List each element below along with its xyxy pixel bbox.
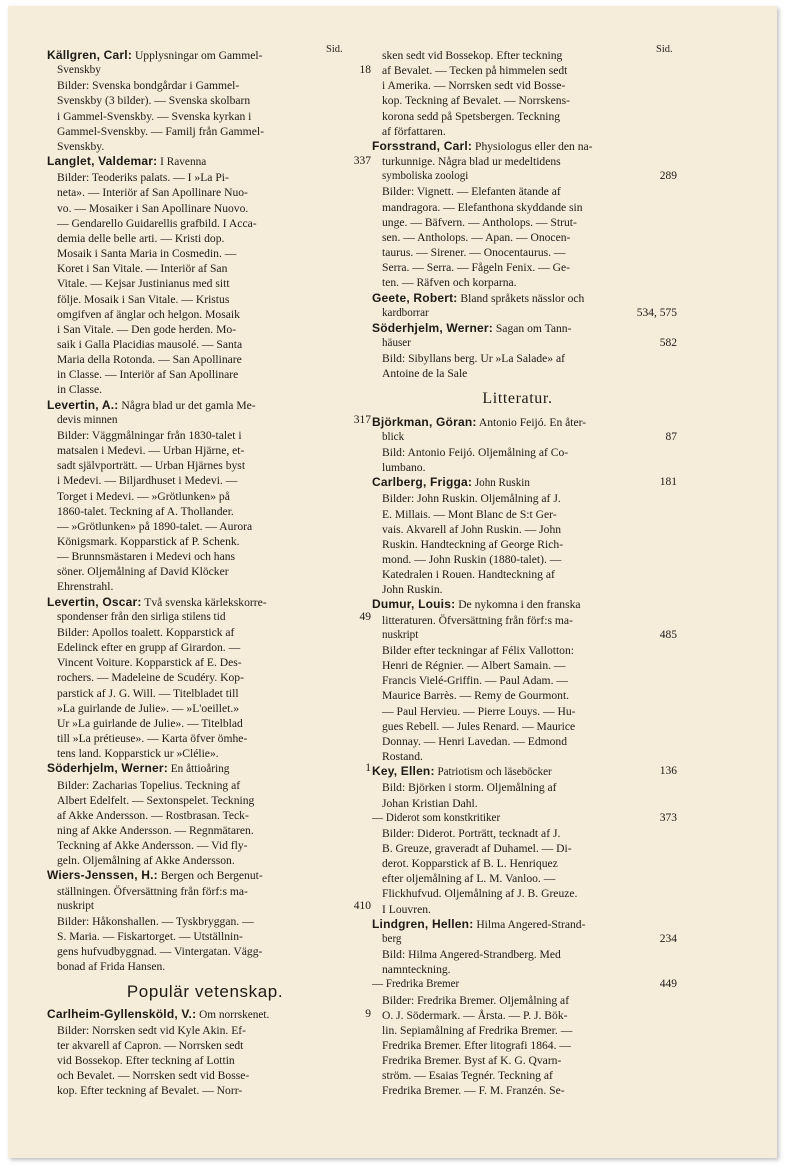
page-number: 337 xyxy=(353,155,371,168)
entry-text: De nykomna i den franska xyxy=(458,598,581,612)
author-name: Carlheim-Gyllensköld, V.: xyxy=(47,1006,197,1021)
entry-text: ten. — Räfven och korparna. xyxy=(382,276,517,290)
entry-text: nuskript xyxy=(382,628,419,641)
author-name: Björkman, Göran: xyxy=(372,414,477,429)
entry-text: B. Greuze, graveradt af Duhamel. — Di- xyxy=(382,841,572,855)
entry-text: saik i Galla Placidias mausolé. — Santa xyxy=(57,337,243,351)
entry-text: kardborrar xyxy=(382,306,429,319)
author-name: Langlet, Valdemar: xyxy=(47,154,158,169)
page-number: 136 xyxy=(659,765,677,778)
entry-text: lin. Sepiamålning af Fredrika Bremer. — xyxy=(382,1023,573,1037)
entry-text: Vitale. — Kejsar Justinianus med sitt xyxy=(57,277,230,291)
entry-text: Gammel-Svenskby. — Familj från Gammel- xyxy=(57,124,264,138)
author-name: Levertin, A.: xyxy=(47,397,119,412)
entry-text: litteraturen. Öfversättning från förf:s ma- xyxy=(382,613,573,627)
entry-text: devis minnen xyxy=(57,413,118,426)
entry-text: Patriotism och läseböcker xyxy=(437,766,552,779)
author-name: Levertin, Oscar: xyxy=(47,594,142,609)
section-title: Litteratur. xyxy=(482,390,553,408)
entry-text: Bilder: Vignett. — Elefanten ätande af xyxy=(382,185,561,199)
author-name: Dumur, Louis: xyxy=(372,597,456,612)
entry-text: följe. Mosaik i San Vitale. — Kristus xyxy=(57,292,230,306)
section-title: Populär vetenskap. xyxy=(126,981,284,1001)
page-number: 49 xyxy=(359,610,371,623)
entry-text: Bilder: Svenska bondgårdar i Gammel- xyxy=(57,79,240,93)
index-entry xyxy=(372,320,677,382)
continued-text: i Amerika. — Norrsken sedt vid Bosse- xyxy=(382,79,566,93)
entry-text: Två svenska kärlekskorre- xyxy=(144,595,267,609)
entry-text: Upplysningar om Gammel- xyxy=(134,49,263,62)
entry-text: I Ravenna xyxy=(160,156,207,169)
entry-text: taurus. — Sirener. — Onocentaurus. — xyxy=(382,246,566,260)
entry-text: Serra. — Serra. — Fågeln Fenix. — Ge- xyxy=(382,261,571,275)
entry-text: Fredrika Bremer. — F. M. Franzén. Se- xyxy=(382,1084,565,1098)
author-name: Källgren, Carl: xyxy=(47,48,133,62)
continued-text: af författaren. xyxy=(382,124,446,138)
entry-text: nuskript xyxy=(57,899,95,912)
entry-text: ter akvarell af Capron. — Norrsken sedt xyxy=(57,1039,244,1052)
entry-text: spondenser från den sirliga stilens tid xyxy=(57,610,226,623)
entry-text: Bergen och Bergenut- xyxy=(160,869,263,883)
page-number: 181 xyxy=(659,476,677,489)
entry-text: Königsmark. Kopparstick af P. Schenk. xyxy=(57,535,240,548)
index-entry xyxy=(47,1006,371,1099)
page-number: 317 xyxy=(353,413,371,426)
entry-text: tens land. Kopparstick ur »Clélie». xyxy=(57,747,219,761)
entry-text: Bilder: John Ruskin. Oljemålning af J. xyxy=(382,492,561,506)
entry-text: Bilder: Zacharias Topelius. Teckning af xyxy=(57,778,241,792)
entry-text: Bilder: Diderot. Porträtt, tecknadt af J. xyxy=(382,826,561,840)
index-entry xyxy=(372,764,677,810)
index-entry xyxy=(372,475,677,597)
index-entry xyxy=(47,761,371,868)
entry-text: turkunnige. Några blad ur medeltidens xyxy=(382,155,561,169)
entry-text: Mosaik i Santa Maria in Cosmedin. — xyxy=(57,247,237,261)
entry-text: i Gammel-Svenskby. — Svenska kyrkan i xyxy=(57,109,252,123)
author-name: Geete, Robert: xyxy=(372,290,458,305)
index-entry xyxy=(372,811,677,917)
page-number: 87 xyxy=(665,430,677,443)
entry-text: af Akke Andersson. — Rostbrasan. Teck- xyxy=(57,808,249,822)
entry-text: symboliska zoologi xyxy=(382,170,469,183)
entry-text: ning af Akke Andersson. — Regnmätaren. xyxy=(57,823,254,837)
entry-text: in Classe. — Interiör af San Apollinare xyxy=(57,368,239,382)
entry-text: Ruskin. Handteckning af George Rich- xyxy=(382,537,564,551)
page-number: 449 xyxy=(659,978,677,991)
index-entry xyxy=(47,594,371,762)
entry-text: Om norrskenet. xyxy=(199,1008,270,1021)
index-entry xyxy=(372,916,677,978)
entry-text: ställningen. Öfversättning från förf:s ma- xyxy=(57,884,248,898)
page-number: 534, 575 xyxy=(636,306,677,319)
entry-text: 1860-talet. Teckning af A. Thollander. xyxy=(57,504,234,518)
sid-header-left: Sid. xyxy=(326,44,343,55)
index-entry xyxy=(372,414,677,476)
entry-text: kop. Efter teckning af Bevalet. — Norr- xyxy=(57,1084,243,1098)
entry-text: Francis Vielé-Griffin. — Paul Adam. — xyxy=(382,674,568,688)
entry-text: in Classe. xyxy=(57,383,103,397)
entry-text: Ehrenstrahl. xyxy=(57,580,114,594)
entry-text: Johan Kristian Dahl. xyxy=(382,796,478,810)
entry-text: Bild: Sibyllans berg. Ur »La Salade» af xyxy=(382,352,565,366)
entry-text: E. Millais. — Mont Blanc de S:t Ger- xyxy=(382,507,557,521)
entry-text: Antoine de la Sale xyxy=(382,367,468,381)
entry-text: blick xyxy=(382,430,405,443)
entry-text: Sagan om Tann- xyxy=(495,321,572,335)
page-number: 9 xyxy=(365,1007,371,1020)
entry-text: — »Grötlunken» på 1890-talet. — Aurora xyxy=(57,519,253,533)
sid-header-right: Sid. xyxy=(656,44,673,55)
entry-text: Koret i San Vitale. — Interiör af San xyxy=(57,262,228,276)
entry-text: Teckning af Akke Andersson. — Vid fly- xyxy=(57,839,248,853)
entry-text: Flickhufvud. Oljemålning af J. B. Greuze. xyxy=(382,887,578,901)
entry-text: Physiologus eller den na- xyxy=(475,139,593,153)
entry-text: berg xyxy=(382,932,402,945)
entry-text: matsalen i Medevi. — Urban Hjärne, et- xyxy=(57,444,245,458)
entry-text: Bild: Antonio Feijó. Oljemålning af Co- xyxy=(382,445,569,459)
entry-text: Bilder: Norrsken sedt vid Kyle Akin. Ef- xyxy=(57,1023,247,1037)
page-number: 289 xyxy=(659,170,677,183)
index-entry xyxy=(47,868,371,974)
entry-text: till »La prétieuse». — Karta öfver ömhe- xyxy=(57,732,248,746)
entry-text: Katedralen i Rouen. Handteckning af xyxy=(382,568,555,582)
page-number: 410 xyxy=(353,899,371,912)
page-number: 1 xyxy=(365,762,371,775)
entry-text: sadt självporträtt. — Urban Hjärnes byst xyxy=(57,459,246,473)
entry-text: — Gendarello Guidarellis grafbild. I Acca- xyxy=(57,216,257,230)
entry-text: Maurice Barrès. — Remy de Gourmont. xyxy=(382,689,570,703)
continued-text: korona sedd på Spetsbergen. Teckning xyxy=(382,109,561,123)
entry-text: omgifven af änglar och helgon. Mosaik xyxy=(57,307,240,321)
index-entry xyxy=(47,154,371,398)
entry-text: — Diderot som konstkritiker xyxy=(372,811,501,824)
entry-text: unge. — Bäfvern. — Antholops. — Strut- xyxy=(382,215,577,229)
entry-text: bonad af Frida Hansen. xyxy=(57,960,166,974)
entry-text: O. J. Södermark. — Årsta. — P. J. Bök- xyxy=(382,1008,568,1022)
entry-text: mandragora. — Elefanthona skyddande sin xyxy=(382,200,583,214)
page-number: 373 xyxy=(659,811,677,824)
entry-text: Donnay. — Henri Lavedan. — Edmond xyxy=(382,734,568,748)
entry-text: neta». — Interiör af San Apollinare Nuo- xyxy=(57,186,248,200)
index-entry xyxy=(47,397,371,595)
entry-text: Ur »La guirlande de Julie». — Titelblad xyxy=(57,716,243,730)
entry-text: derot. Kopparstick af B. L. Henriquez xyxy=(382,857,558,871)
entry-text: Svenskby. xyxy=(57,139,105,153)
index-entry xyxy=(372,138,677,291)
entry-text: Fredrika Bremer. Efter litografi 1864. — xyxy=(382,1039,571,1052)
entry-text: efter oljemålning af L. M. Vanloo. — xyxy=(382,872,556,886)
entry-text: Svenskby (3 bilder). — Svenska skolbarn xyxy=(57,94,251,108)
author-name: Wiers-Jenssen, H.: xyxy=(47,868,158,883)
entry-text: och Bevalet. — Norrsken sedt vid Bosse- xyxy=(57,1069,250,1083)
entry-text: John Ruskin. xyxy=(382,583,443,597)
entry-text: gues Rebell. — Jules Renard. — Maurice xyxy=(382,719,576,733)
entry-text: Rostand. xyxy=(382,750,423,764)
index-entry xyxy=(372,977,677,1098)
entry-text: Vincent Voiture. Kopparstick af E. Des- xyxy=(57,656,242,670)
continued-text: kop. Teckning af Bevalet. — Norrskens- xyxy=(382,94,570,108)
entry-text: i Medevi. — Biljardhuset i Medevi. — xyxy=(57,474,238,488)
entry-text: Bild: Hilma Angered-Strandberg. Med xyxy=(382,948,561,962)
entry-text: Bild: Björken i storm. Oljemålning af xyxy=(382,781,557,795)
entry-text: Henri de Régnier. — Albert Samain. — xyxy=(382,659,566,673)
entry-text: Några blad ur det gamla Me- xyxy=(121,398,256,412)
entry-text: »La guirlande de Julie». — »L'oeillet.» xyxy=(57,701,240,715)
entry-text: lumbano. xyxy=(382,461,426,475)
entry-text: Bilder: Väggmålningar från 1830-talet i xyxy=(57,428,242,442)
entry-text: i San Vitale. — Den gode herden. Mo- xyxy=(57,322,237,336)
entry-text: Albert Edelfelt. — Sextonspelet. Teckning xyxy=(57,793,255,807)
entry-text: vo. — Mosaiker i San Apollinare Nuovo. xyxy=(57,201,249,215)
entry-text: Bilder efter teckningar af Félix Vallotton: xyxy=(382,643,574,657)
entry-text: ström. — Esaias Tegnér. Teckning af xyxy=(382,1069,553,1083)
entry-text: parstick af J. G. Will. — Titelbladet till xyxy=(57,686,239,700)
entry-text: Maria della Rotonda. — San Apollinare xyxy=(57,353,242,367)
entry-text: — Fredrika Bremer xyxy=(372,978,460,991)
index-entry xyxy=(372,597,677,764)
index-entry xyxy=(372,290,677,321)
author-name: Carlberg, Frigga: xyxy=(372,475,473,490)
author-name: Key, Ellen: xyxy=(372,764,435,779)
entry-text: vid Bossekop. Efter teckning af Lottin xyxy=(57,1054,235,1068)
entry-text: Bilder: Apollos toalett. Kopparstick af xyxy=(57,625,235,639)
entry-text: Bilder: Håkonshallen. — Tyskbryggan. — xyxy=(57,914,254,928)
continued-text: af Bevalet. — Tecken på himmelen sedt xyxy=(382,64,568,78)
entry-text: John Ruskin xyxy=(474,477,530,490)
page-number: 582 xyxy=(659,336,677,349)
entry-text: Bilder: Teoderiks palats. — I »La Pi- xyxy=(57,171,229,185)
index-entry xyxy=(47,48,371,154)
page-number: 234 xyxy=(659,932,677,945)
entry-text: — Paul Hervieu. — Pierre Louys. — Hu- xyxy=(382,704,576,718)
entry-text: En åttioåring xyxy=(170,763,230,776)
entry-text: Edelinck efter en grupp af Girardon. — xyxy=(57,641,241,655)
entry-text: I Louvren. xyxy=(382,902,431,916)
page-number: 18 xyxy=(359,64,371,77)
book-page xyxy=(8,6,777,1158)
entry-text: rochers. — Madeleine de Scudéry. Kop- xyxy=(57,671,244,685)
entry-text: Fredrika Bremer. Byst af K. G. Qvarn- xyxy=(382,1054,562,1068)
entry-text: Bland språkets nässlor och xyxy=(460,291,585,305)
author-name: Söderhjelm, Werner: xyxy=(47,761,168,776)
entry-text: Torget i Medevi. — »Grötlunken» på xyxy=(57,489,230,503)
entry-text: gens hufvudbyggnad. — Vintergatan. Vägg- xyxy=(57,945,263,959)
entry-text: Antonio Feijó. En åter- xyxy=(478,415,587,429)
entry-text: — Brunnsmästaren i Medevi och hans xyxy=(57,550,236,564)
entry-text: Hilma Angered-Strand- xyxy=(476,917,586,931)
entry-text: söner. Oljemålning af David Klöcker xyxy=(57,565,229,579)
author-name: Söderhjelm, Werner: xyxy=(372,320,493,335)
entry-text: häuser xyxy=(382,336,411,349)
entry-text: demia delle belle arti. — Kristi dop. xyxy=(57,231,225,245)
entry-text: vais. Akvarell af John Ruskin. — John xyxy=(382,522,562,536)
author-name: Forsstrand, Carl: xyxy=(372,138,473,153)
author-name: Lindgren, Hellen: xyxy=(372,916,474,931)
continued-text: sken sedt vid Bossekop. Efter teckning xyxy=(382,49,563,62)
entry-text: S. Maria. — Fiskartorget. — Utställnin- xyxy=(57,930,243,944)
page-number: 485 xyxy=(659,628,677,641)
entry-text: mond. — John Ruskin (1880-talet). — xyxy=(382,553,562,566)
entry-text: sen. — Antholops. — Apan. — Onocen- xyxy=(382,230,571,244)
entry-text: geln. Oljemålning af Akke Andersson. xyxy=(57,854,235,868)
left-column xyxy=(47,48,371,1099)
entry-text: Svenskby xyxy=(57,64,101,77)
entry-text: namnteckning. xyxy=(382,963,451,977)
entry-text: Bilder: Fredrika Bremer. Oljemålning af xyxy=(382,993,570,1007)
